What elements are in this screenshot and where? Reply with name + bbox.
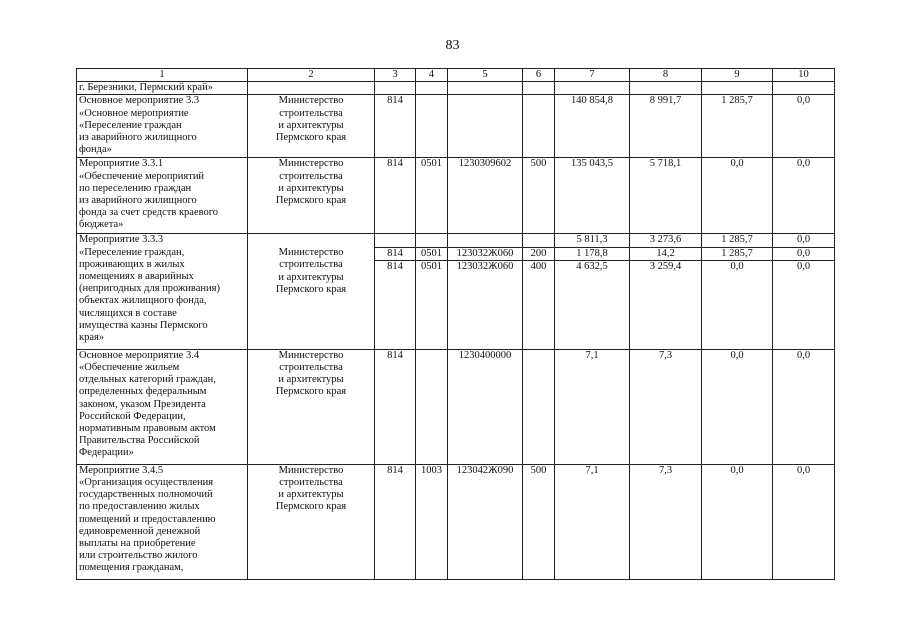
value-col9: 0,0 (702, 260, 773, 349)
empty-cell (416, 82, 448, 95)
grbs-code: 814 (375, 260, 416, 349)
rzpr-code: 1003 (416, 464, 448, 579)
vr-code (523, 349, 555, 464)
empty-cell (248, 234, 375, 247)
empty-cell (375, 234, 416, 247)
page-number: 83 (445, 38, 460, 53)
header-cell: 2 (248, 69, 375, 82)
table-row (77, 158, 835, 234)
header-cell: 7 (555, 69, 630, 82)
value-col10: 0,0 (773, 234, 835, 247)
header-cell: 10 (773, 69, 835, 82)
measure-name: Мероприятие 3.3.1 «Обеспечение мероприятий по переселению граждан из аварийного жилищного фонда за счет средств краевого бюджета» (77, 158, 248, 234)
location-row (77, 82, 835, 95)
rzpr-code: 0501 (416, 158, 448, 234)
executor-name: Министерство строительства и архитектуры Пермского края (248, 247, 375, 349)
value-col7: 135 043,5 (555, 158, 630, 234)
value-col8: 5 718,1 (630, 158, 702, 234)
empty-cell (375, 82, 416, 95)
measure-name: Основное мероприятие 3.4 «Обеспечение жильем отдельных категорий граждан, определенных федеральным законом, указом Президента Российской Федерации, нормативным правовым актом Правительства Российской Федерации» (77, 349, 248, 464)
value-col7: 7,1 (555, 464, 630, 579)
value-col10: 0,0 (773, 260, 835, 349)
measure-name: Мероприятие 3.3.3 «Переселение граждан, проживающих в жилых помещениях в аварийных (непригодных для проживания) объектах жилищного фонда, числящихся в составе имущества казны Пермского края» (77, 234, 248, 349)
value-col7: 140 854,8 (555, 95, 630, 158)
value-col10: 0,0 (773, 464, 835, 579)
rzpr-code: 0501 (416, 260, 448, 349)
value-col8: 8 991,7 (630, 95, 702, 158)
empty-cell (448, 234, 523, 247)
value-col9: 1 285,7 (702, 247, 773, 260)
header-cell: 6 (523, 69, 555, 82)
grbs-code: 814 (375, 247, 416, 260)
rzpr-code (416, 95, 448, 158)
executor-name: Министерство строительства и архитектуры Пермского края (248, 464, 375, 579)
vr-code (523, 95, 555, 158)
budget-table (76, 68, 835, 580)
measure-name: Основное мероприятие 3.3 «Основное мероприятие «Переселение граждан из аварийного жилищного фонда» (77, 95, 248, 158)
executor-name: Министерство строительства и архитектуры Пермского края (248, 95, 375, 158)
table-row (77, 464, 835, 579)
value-col9: 0,0 (702, 349, 773, 464)
table-row (77, 95, 835, 158)
header-row (77, 69, 835, 82)
grbs-code: 814 (375, 95, 416, 158)
value-col9: 0,0 (702, 158, 773, 234)
value-col9: 0,0 (702, 464, 773, 579)
csr-code: 1230400000 (448, 349, 523, 464)
value-col10: 0,0 (773, 349, 835, 464)
empty-cell (448, 82, 523, 95)
header-cell: 1 (77, 69, 248, 82)
value-col8: 3 259,4 (630, 260, 702, 349)
csr-code: 123032Ж060 (448, 260, 523, 349)
value-col7: 5 811,3 (555, 234, 630, 247)
empty-cell (630, 82, 702, 95)
header-cell: 9 (702, 69, 773, 82)
value-col10: 0,0 (773, 158, 835, 234)
value-col8: 7,3 (630, 349, 702, 464)
header-cell: 3 (375, 69, 416, 82)
value-col8: 14,2 (630, 247, 702, 260)
value-col9: 1 285,7 (702, 95, 773, 158)
csr-code: 1230309602 (448, 158, 523, 234)
header-cell: 4 (416, 69, 448, 82)
executor-name: Министерство строительства и архитектуры Пермского края (248, 158, 375, 234)
value-col7: 1 178,8 (555, 247, 630, 260)
empty-cell (416, 234, 448, 247)
header-cell: 5 (448, 69, 523, 82)
grbs-code: 814 (375, 158, 416, 234)
vr-code: 500 (523, 464, 555, 579)
value-col10: 0,0 (773, 247, 835, 260)
csr-code: 123042Ж090 (448, 464, 523, 579)
value-col7: 4 632,5 (555, 260, 630, 349)
csr-code (448, 95, 523, 158)
value-col8: 3 273,6 (630, 234, 702, 247)
value-col7: 7,1 (555, 349, 630, 464)
value-col9: 1 285,7 (702, 234, 773, 247)
empty-cell (773, 82, 835, 95)
value-col10: 0,0 (773, 95, 835, 158)
executor-name: Министерство строительства и архитектуры Пермского края (248, 349, 375, 464)
vr-code: 400 (523, 260, 555, 349)
vr-code: 200 (523, 247, 555, 260)
header-cell: 8 (630, 69, 702, 82)
table-row (77, 234, 835, 247)
empty-cell (702, 82, 773, 95)
rzpr-code (416, 349, 448, 464)
measure-name: Мероприятие 3.4.5 «Организация осуществления государственных полномочий по предоставлению жилых помещений и предоставлению единовременной денежной выплаты на приобретение или строительство жилого помещения гражданам, (77, 464, 248, 579)
empty-cell (248, 82, 375, 95)
grbs-code: 814 (375, 349, 416, 464)
vr-code: 500 (523, 158, 555, 234)
value-col8: 7,3 (630, 464, 702, 579)
grbs-code: 814 (375, 464, 416, 579)
rzpr-code: 0501 (416, 247, 448, 260)
empty-cell (523, 234, 555, 247)
table-row (77, 349, 835, 464)
empty-cell (555, 82, 630, 95)
location-cell: г. Березники, Пермский край» (77, 82, 248, 95)
csr-code: 123032Ж060 (448, 247, 523, 260)
empty-cell (523, 82, 555, 95)
